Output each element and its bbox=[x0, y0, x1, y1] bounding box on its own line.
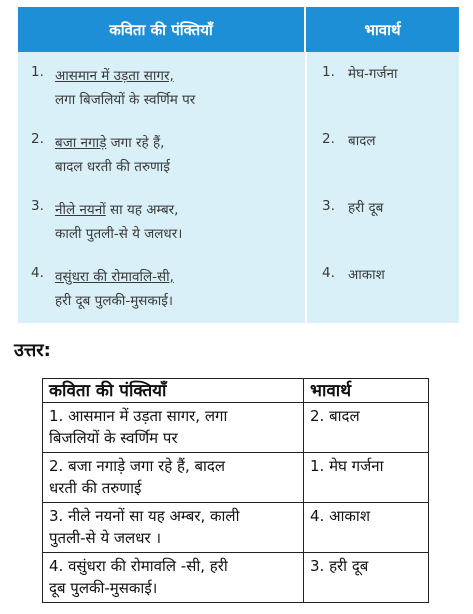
poem-line: धरती की तरुणाई bbox=[49, 479, 142, 497]
poem-line: बादल धरती की तरुणाई bbox=[55, 159, 170, 175]
meaning-text: हरी दूब bbox=[348, 200, 384, 216]
answer-label: उत्तर: bbox=[14, 340, 51, 361]
meaning-text: आकाश bbox=[348, 267, 385, 283]
poem-line: पुतली-से ये जलधर । bbox=[49, 529, 162, 547]
header-poem-lines: कविता की पंक्तियाँ bbox=[18, 7, 306, 52]
poem-line-underlined: वसुंधरा की रोमावलि-सी, bbox=[55, 269, 174, 285]
meaning-number: 3. bbox=[322, 198, 335, 214]
row-number: 2. bbox=[31, 131, 44, 147]
table-row bbox=[18, 253, 459, 320]
table-row bbox=[43, 453, 429, 503]
poem-cell bbox=[43, 553, 304, 603]
meaning-text: मेघ-गर्जना bbox=[348, 66, 398, 82]
poem-line: 1. आसमान में उड़ता सागर, लगा bbox=[49, 407, 228, 425]
table-row bbox=[43, 553, 429, 603]
answer-table-header bbox=[43, 379, 429, 403]
meaning-number: 2. bbox=[322, 131, 335, 147]
question-table-header bbox=[18, 7, 459, 52]
poem-line-underlined: नीले नयनों bbox=[55, 202, 106, 218]
question-table bbox=[18, 7, 459, 323]
poem-cell bbox=[43, 403, 304, 453]
row-number: 3. bbox=[31, 198, 44, 214]
poem-line-underlined: बजा नगाड़े bbox=[55, 135, 107, 151]
answer-table bbox=[42, 378, 429, 603]
meaning-cell: 2. बादल bbox=[304, 403, 429, 453]
row-number: 4. bbox=[31, 265, 44, 281]
header-meaning: भावार्थ bbox=[304, 379, 429, 403]
meaning-number: 1. bbox=[322, 64, 335, 80]
table-row bbox=[18, 119, 459, 186]
poem-line: 4. वसुंधरा की रोमावलि -सी, हरी bbox=[49, 557, 228, 575]
poem-cell bbox=[43, 503, 304, 553]
meaning-number: 4. bbox=[322, 265, 335, 281]
table-row bbox=[43, 403, 429, 453]
poem-line: 2. बजा नगाड़े जगा रहे हैं, बादल bbox=[49, 457, 226, 475]
poem-line: बिजलियों के स्वर्णिम पर bbox=[49, 429, 178, 447]
meaning-cell: 3. हरी दूब bbox=[304, 553, 429, 603]
header-poem-lines: कविता की पंक्तियाँ bbox=[43, 379, 304, 403]
meaning-cell: 4. आकाश bbox=[304, 503, 429, 553]
poem-line: सा यह अम्बर, bbox=[105, 202, 179, 218]
poem-line: दूब पुलकी-मुसकाई। bbox=[49, 579, 158, 597]
poem-line: लगा बिजलियों के स्वर्णिम पर bbox=[55, 92, 196, 108]
meaning-cell: 1. मेघ गर्जना bbox=[304, 453, 429, 503]
meaning-text: बादल bbox=[348, 133, 376, 149]
poem-line: 3. नीले नयनों सा यह अम्बर, काली bbox=[49, 507, 240, 525]
poem-line: जगा रहे हैं, bbox=[106, 135, 165, 151]
poem-cell bbox=[43, 453, 304, 503]
header-meaning: भावार्थ bbox=[364, 20, 401, 39]
table-row bbox=[18, 52, 459, 119]
poem-line-underlined: आसमान में उड़ता सागर, bbox=[55, 68, 174, 84]
column-divider bbox=[305, 52, 307, 323]
poem-line: हरी दूब पुलकी-मुसकाई। bbox=[55, 293, 174, 309]
table-row bbox=[18, 186, 459, 253]
row-number: 1. bbox=[31, 64, 44, 80]
table-row bbox=[43, 503, 429, 553]
poem-line: काली पुतली-से ये जलधर। bbox=[55, 226, 183, 242]
